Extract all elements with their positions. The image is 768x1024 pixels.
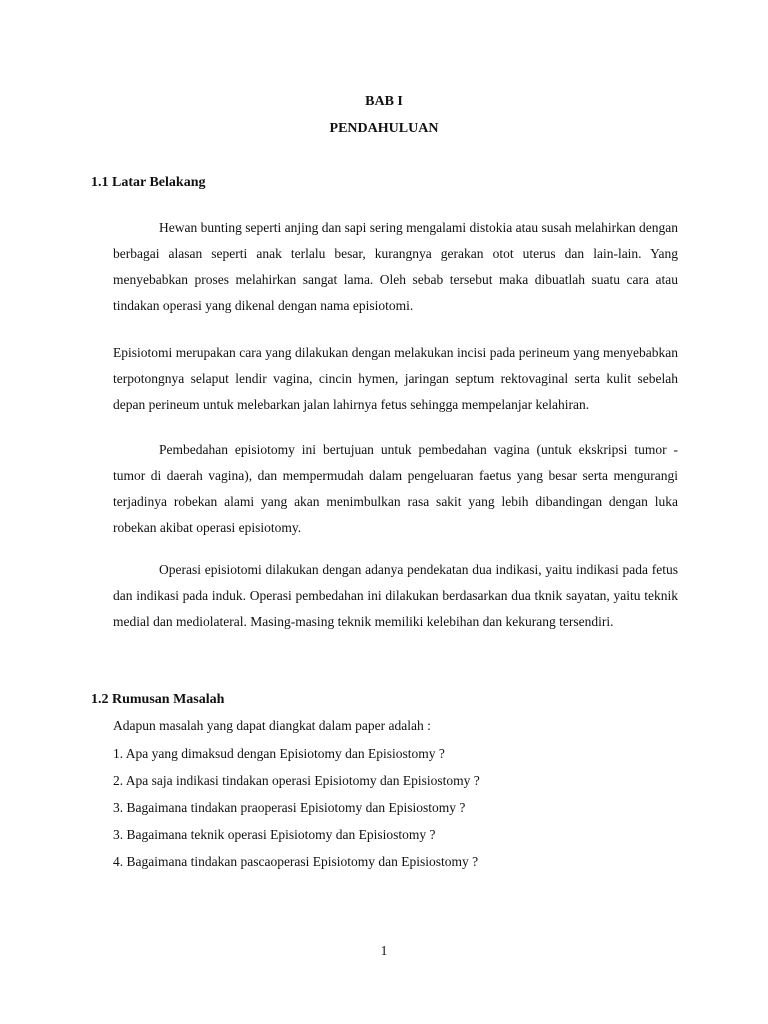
list-item: 3. Bagaimana tindakan praoperasi Episiotomy dan Episiostomy ? <box>113 800 466 815</box>
paragraph-4: Operasi episiotomi dilakukan dengan adanya pendekatan dua indikasi, yaitu indikasi pada fetus dan indikasi pada induk. Operasi pembedahan ini dilakukan berdasarkan dua tknik sayatan, yaitu teknik medial dan mediolateral. Masing-masing teknik memiliki kelebihan dan kekurang tersendiri. <box>113 562 678 629</box>
list-item: 1. Apa yang dimaksud dengan Episiotomy dan Episiostomy ? <box>113 746 445 761</box>
chapter-number: BAB I <box>365 94 403 109</box>
paragraph-3: Pembedahan episiotomy ini bertujuan untuk pembedahan vagina (untuk ekskripsi tumor - tumor di daerah vagina), dan mempermudah dalam pengeluaran faetus yang besar serta mengurangi terjadinya robekan alami yang akan menimbulkan rasa sakit yang lebih dibandingan dengan luka robekan akibat operasi episiotomy. <box>113 442 678 535</box>
list-intro: Adapun masalah yang dapat diangkat dalam paper adalah : <box>113 718 431 733</box>
paragraph-2: Episiotomi merupakan cara yang dilakukan dengan melakukan incisi pada perineum yang menyebabkan terpotongnya selaput lendir vagina, cincin hymen, jaringan septum rektovaginal serta kulit sebelah depan perineum untuk melebarkan jalan lahirnya fetus sehingga mempelanjar kelahiran. <box>113 345 678 412</box>
chapter-title: PENDAHULUAN <box>329 121 439 136</box>
list-item: 3. Bagaimana teknik operasi Episiotomy dan Episiostomy ? <box>113 827 436 842</box>
list-item: 2. Apa saja indikasi tindakan operasi Episiotomy dan Episiostomy ? <box>113 773 480 788</box>
section-heading-latar-belakang: 1.1 Latar Belakang <box>91 175 206 190</box>
list-item: 4. Bagaimana tindakan pascaoperasi Episiotomy dan Episiostomy ? <box>113 854 479 869</box>
paragraph-1: Hewan bunting seperti anjing dan sapi sering mengalami distokia atau susah melahirkan dengan berbagai alasan seperti anak terlalu besar, kurangnya gerakan otot uterus dan lain-lain. Yang menyebabkan proses melahirkan sangat lama. Oleh sebab tersebut maka dibuatlah suatu cara atau tindakan operasi yang dikenal dengan nama episiotomi. <box>113 220 678 313</box>
page-number: 1 <box>380 943 388 958</box>
section-heading-rumusan-masalah: 1.2 Rumusan Masalah <box>91 692 225 707</box>
